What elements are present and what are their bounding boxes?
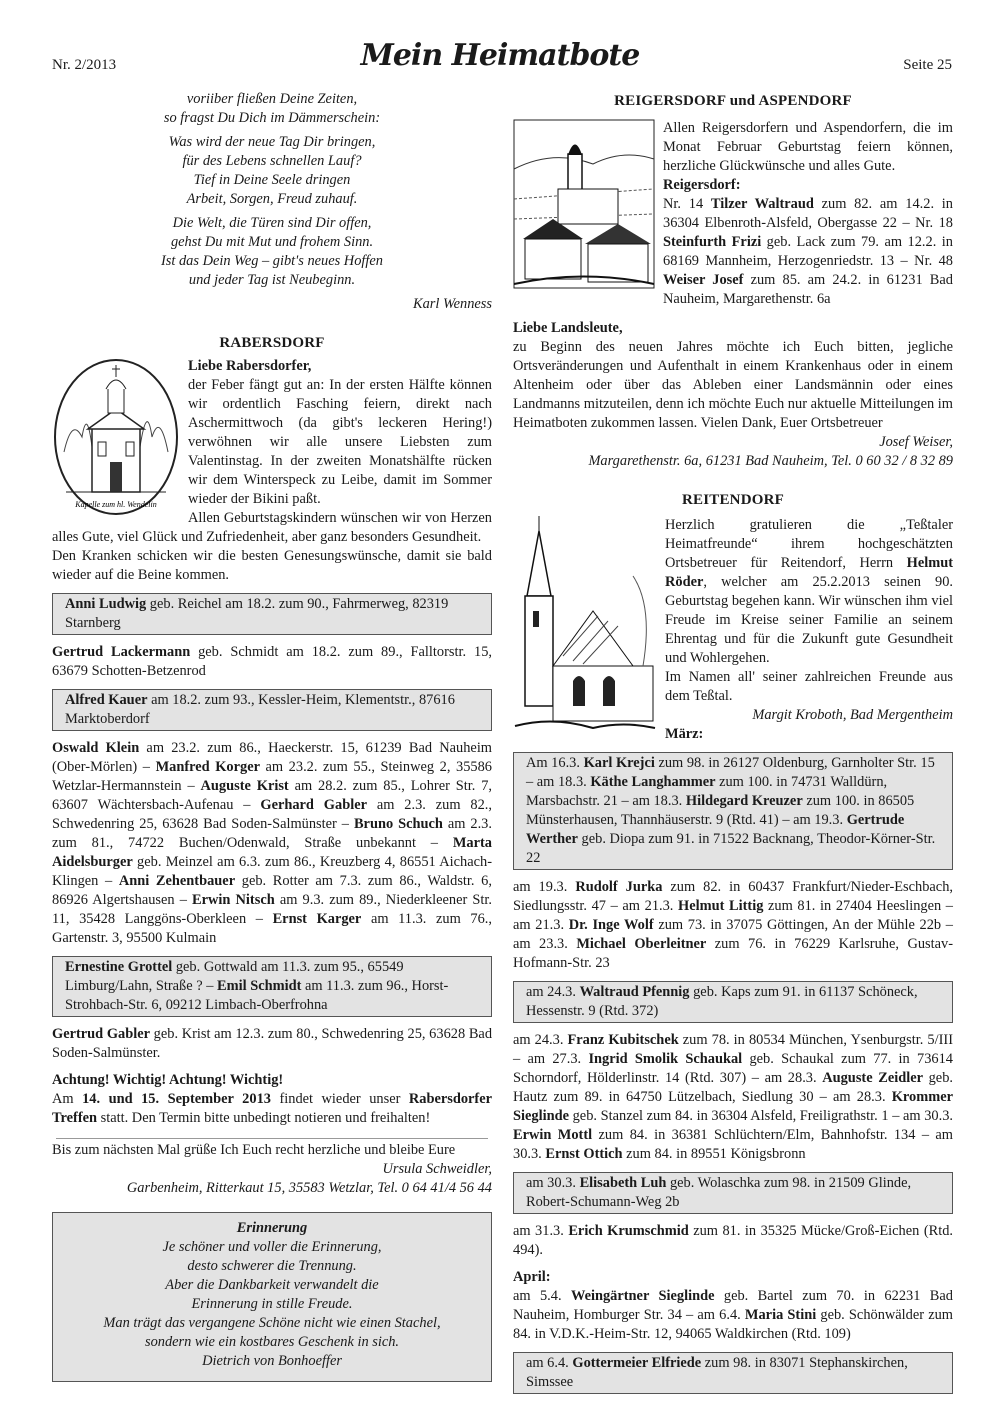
- entry-text: geb. Bartel zum 70. in 62231 Bad Nauheim, Homburger Str. 34 – am 6.4.: [513, 1288, 953, 1323]
- entry-text: am 2.3. zum 81., 74722 Buchen/Odenwald, Straße unbekannt –: [52, 816, 492, 851]
- month-heading: April:: [513, 1269, 551, 1285]
- entry-text: zum 78. in 80534 München, Ysenburgstr. 5/III – am 27.3.: [513, 1032, 954, 1067]
- entry-text: zum 84. in 36381 Schlüchtern/Elm, Bahnhofstr. 134 – am 30.3.: [513, 1127, 953, 1162]
- entry-text: geb. Wolaschka zum 98. in 21509 Glinde, Robert-Schumann-Weg 2b: [526, 1175, 912, 1210]
- entry-text: zum 73. in 37075 Göttingen, An der Mühle 22b – am 23.3.: [513, 917, 953, 952]
- entry-text: geb. Kaps zum 91. in 61137 Schöneck, Hessenstr. 9 (Rtd. 372): [526, 984, 918, 1019]
- person-name: Rudolf Jurka: [575, 879, 663, 895]
- person-name: Bruno Schuch: [353, 816, 443, 832]
- person-name: Ernst Ottich: [545, 1146, 623, 1162]
- person-name: Weingärtner Sieglinde: [571, 1288, 715, 1304]
- left-column: [52, 90, 492, 1382]
- entry-text: am 11.3. zum 96., Horst-Strohbach-Str. 6, 09212 Limbach-Oberfrohna: [65, 978, 449, 1013]
- entry-text: geb. Lack zum 79. am 12.2. in 68169 Mannheim, Herzogenriedstr. 13 – Nr. 48: [663, 234, 953, 269]
- poem-stanza: [52, 133, 492, 209]
- entry-text: geb. Meinzel am 6.3. zum 86., Kreuzberg 4, 86551 Aichach-Klingen –: [52, 854, 492, 889]
- letter-signature-name: Josef Weiser,: [879, 434, 953, 450]
- entry-text: geb. Schmidt am 18.2. zum 89., Falltorstr. 15, 63679 Schotten-Betzenrod: [52, 644, 492, 679]
- entry-text: am 11.3. zum 76., Gartenstr. 3, 95500 Kulmain: [52, 911, 492, 946]
- entry-text: am 24.3.: [526, 984, 580, 1000]
- poem-stanza: [52, 90, 492, 128]
- birthday-entry: [52, 1025, 492, 1063]
- person-name: Gertrude Werther: [526, 812, 905, 847]
- entry-text: am 24.3.: [513, 1032, 568, 1048]
- closing-address: Garbenheim, Ritterkaut 15, 35583 Wetzlar, Tel. 0 64 41/4 56 44: [126, 1180, 492, 1196]
- entry-text: geb. Gottwald am 11.3. zum 95., 65549 Limburg/Lahn, Straße ? –: [65, 959, 404, 994]
- entry-text: zum 98. in 26127 Oldenburg, Garnholter Str. 15 – am 18.3.: [526, 755, 935, 790]
- person-name: Elisabeth Luh: [579, 1175, 667, 1191]
- person-name: Emil Schmidt: [217, 978, 302, 994]
- person-name: Gertrud Lackermann: [52, 644, 191, 660]
- person-name: Oswald Klein: [52, 740, 140, 756]
- memorial-box: [52, 1212, 492, 1382]
- person-name: Erwin Nitsch: [192, 892, 275, 908]
- highlighted-birthday-entry: [52, 593, 492, 635]
- poem-author: Karl Wenness: [412, 296, 492, 312]
- memorial-lines: [63, 1238, 481, 1352]
- memorial-title: Erinnerung: [236, 1220, 308, 1236]
- entry-text: zum 100. in 74731 Walldürn, Marsbachstr. 21 – am 18.3.: [526, 774, 888, 809]
- entry-text: am 18.2. zum 93., Kessler-Heim, Klementstr., 87616 Marktoberdorf: [65, 692, 455, 727]
- closing-text: Bis zum nächsten Mal grüße Ich Euch recht herzliche und bleibe Eure: [52, 1142, 456, 1158]
- highlighted-birthday-entry: [52, 956, 492, 1017]
- memorial-line: desto schwerer die Trennung.: [187, 1258, 357, 1274]
- entry-text: geb. Krist am 12.3. zum 80., Schwedenring 25, 63628 Bad Soden-Salmünster.: [52, 1026, 493, 1061]
- person-name: Helmut Röder: [665, 555, 953, 590]
- entry-text: am 9.3. zum 89., Niederkleener Str. 11, 35428 Langgöns-Oberkleen –: [52, 892, 493, 927]
- entry-text: am 6.4.: [526, 1355, 573, 1371]
- poem-line: Tief in Deine Seele dringen: [193, 172, 351, 188]
- birthday-entry: [513, 878, 953, 973]
- person-name: Karl Krejci: [583, 755, 655, 771]
- rabersdorf-wishes: Allen Geburtstagskindern wünschen wir von Herzen alles Gute, viel Glück und Zufriedenheit, aber ganz besonders Gesundheit.: [52, 510, 492, 545]
- person-name: Gerhard Gabler: [260, 797, 367, 813]
- entry-text: zum 82. in 60437 Frankfurt/Nieder-Eschbach, Siedlungsstr. 47 – am 21.3.: [513, 879, 953, 914]
- birthday-entry: [52, 739, 492, 948]
- entry-text: geb. Diopa zum 91. in 71522 Backnang, Theodor-Körner-Str. 22: [526, 831, 936, 866]
- person-name: Krommer Sieglinde: [513, 1089, 953, 1124]
- memorial-line: Aber die Dankbarkeit verwandelt die: [165, 1277, 379, 1293]
- entry-text: am 30.3.: [526, 1175, 580, 1191]
- poem-line: und jeder Tag ist Neubeginn.: [188, 272, 356, 288]
- entry-text: zum 84. in 89551 Königsbronn: [622, 1146, 806, 1162]
- highlighted-birthday-entry: [513, 1172, 953, 1214]
- person-name: Hildegard Kreuzer: [685, 793, 803, 809]
- entry-text: zum 81. in 35325 Mücke/Groß-Eichen (Rtd. 494).: [513, 1223, 953, 1258]
- person-name: Erwin Mottl: [513, 1127, 593, 1143]
- church-illustration: [513, 516, 657, 742]
- entry-text: zum 98. in 83071 Stephanskirchen, Simssee: [526, 1355, 908, 1390]
- entry-text: geb. Hautz zum 89. in 64750 Lützelbach, Siedlung 30 – am 28.3.: [513, 1070, 953, 1105]
- birthday-entry: [513, 1031, 953, 1164]
- greeting: Liebe Rabersdorfer,: [188, 358, 312, 374]
- person-name: 14. und 15. September 2013: [82, 1091, 271, 1107]
- entry-text: zum 82. am 14.2. in 36304 Elbenroth-Alsfeld, Obergasse 22 – Nr. 18: [663, 196, 954, 231]
- rabersdorf-sick-wishes: Den Kranken schicken wir die besten Genesungswünsche, damit sie bald wieder auf die Beine kommen.: [52, 548, 492, 583]
- reitendorf-text-2: Im Namen all' seiner zahlreichen Freunde aus dem Teßtal.: [665, 669, 953, 704]
- person-name: Manfred Korger: [155, 759, 260, 775]
- entry-text: Nr. 14: [663, 196, 711, 212]
- poem-line: gehst Du mit Mut und frohem Sinn.: [170, 234, 374, 250]
- poem-line: Ist das Dein Weg – gibt's neues Hoffen: [161, 253, 383, 269]
- entry-text: Herzlich gratulieren die „Teßtaler Heimatfreunde“ ihrem hochgeschätzten Ortsbetreuer für Reitendorf, Herrn: [665, 517, 953, 571]
- person-name: Anni Zehentbauer: [118, 873, 236, 889]
- rabersdorf-text: der Feber fängt gut an: In der ersten Hälfte können wir ordentlich Fasching feiern, direkt nach Aschermittwoch (da gibt's leckeren Hering!) verwöhnen wir alle unsere Liebsten zum Valentinstag. In der zweiten Monatshälfte rücken wir dem Winterspeck zu Leibe, damit im Sommer wieder der Bikini paßt.: [188, 377, 492, 507]
- landsleute-greeting: Liebe Landsleute,: [513, 320, 623, 336]
- person-name: Rabersdorfer Treffen: [52, 1091, 492, 1126]
- entry-text: geb. Reichel am 18.2. zum 90., Fahrmerweg, 82319 Starnberg: [65, 596, 449, 631]
- person-name: Auguste Zeidler: [822, 1070, 923, 1086]
- person-name: Erich Krumschmid: [568, 1223, 689, 1239]
- poem-line: Was wird der neue Tag Dir bringen,: [168, 134, 376, 150]
- closing-name: Ursula Schweidler,: [382, 1161, 492, 1177]
- masthead-logo: Mein Heimatbote: [360, 38, 640, 73]
- entry-text: statt. Den Termin bitte unbedingt notieren und freihalten!: [97, 1110, 431, 1126]
- person-name: Weiser Josef: [663, 272, 744, 288]
- page-number: Seite 25: [903, 57, 952, 73]
- entry-text: geb. Schaukal zum 77. in 73614 Schorndorf, Hölderlinstr. 14 (Rtd. 307) – am 28.3.: [513, 1051, 953, 1086]
- person-name: Käthe Langhammer: [590, 774, 716, 790]
- person-name: Alfred Kauer: [65, 692, 148, 708]
- entry-text: geb. Schönwälder zum 84. in V.D.K.-Heim-Str. 12, 94065 Waldkirchen (Rtd. 109): [513, 1307, 953, 1342]
- entry-text: findet wieder unser: [270, 1091, 409, 1107]
- person-name: Waltraud Pfennig: [579, 984, 690, 1000]
- person-name: Franz Kubitschek: [567, 1032, 679, 1048]
- birthday-list-right: [513, 752, 953, 1394]
- birthday-entry: [52, 643, 492, 681]
- entry-text: am 23.2. zum 55., Steinweg 2, 35586 Wetzlar-Hermannstein –: [52, 759, 492, 794]
- person-name: Ernestine Grottel: [65, 959, 173, 975]
- entry-text: Am 16.3.: [526, 755, 584, 771]
- entry-text: am 28.2. zum 85., Lohrer Str. 7, 63607 Wächtersbach-Aufenau –: [52, 778, 492, 813]
- memorial-line: Je schöner und voller die Erinnerung,: [162, 1239, 382, 1255]
- right-column: [513, 90, 953, 1402]
- person-name: Helmut Littig: [678, 898, 764, 914]
- chapel-illustration: [52, 357, 180, 523]
- highlighted-birthday-entry: [513, 1352, 953, 1394]
- memorial-author: Dietrich von Bonhoeffer: [202, 1353, 342, 1369]
- birthday-list: [52, 593, 492, 1063]
- entry-text: zum 76. in 76229 Karlsruhe, Gustav-Hofmann-Str. 23: [513, 936, 954, 971]
- section-title-reigersdorf: REIGERSDORF und ASPENDORF: [614, 93, 852, 109]
- highlighted-birthday-entry: [513, 981, 953, 1023]
- entry-text: am 31.3.: [513, 1223, 569, 1239]
- chapel-caption: Kapelle zum hl. Wendelin: [75, 500, 157, 509]
- person-name: Auguste Krist: [200, 778, 289, 794]
- birthday-entry: [513, 1287, 953, 1344]
- birthday-entry: [513, 1222, 953, 1260]
- person-name: Dr. Inge Wolf: [568, 917, 654, 933]
- entry-text: , welcher am 25.2.2013 seinen 90. Geburtstag begehen kann. Wir wünschen ihm viel Freude im Kreise seiner Familie an seinem Ehrentag und für die Zukunft gute Gesundheit und Wohlergehen.: [665, 574, 953, 666]
- person-name: Tilzer Waltraud: [710, 196, 814, 212]
- month-heading-march: März:: [665, 726, 704, 742]
- person-name: Michael Oberleitner: [576, 936, 707, 952]
- person-name: Marta Aidelsburger: [52, 835, 492, 870]
- entry-text: am 23.2. zum 86., Haeckerstr. 15, 61239 Bad Nauheim (Ober-Mörlen) –: [52, 740, 493, 775]
- person-name: Gottermeier Elfriede: [572, 1355, 702, 1371]
- reigersdorf-intro: Allen Reigersdorfern und Aspendorfern, die im Monat Februar Geburtstag feiern können, herzliche Glückwünsche und alles Gute.: [663, 120, 953, 174]
- entry-text: am 5.4.: [513, 1288, 571, 1304]
- issue-number: Nr. 2/2013: [52, 57, 117, 73]
- entry-text: zum 81. in 27404 Heeslingen – am 21.3.: [513, 898, 953, 933]
- entry-text: Am: [52, 1091, 83, 1107]
- memorial-line: sondern wie ein kostbares Geschenk in sich.: [144, 1334, 400, 1350]
- letter-signature-address: Margarethenstr. 6a, 61231 Bad Nauheim, Tel. 0 60 32 / 8 32 89: [588, 453, 953, 469]
- highlighted-birthday-entry: [52, 689, 492, 731]
- memorial-line: Man trägt das vergangene Schöne nicht wie einen Stachel,: [103, 1315, 441, 1331]
- entry-text: zum 100. in 86505 Münsterhausen, Thannhäuserstr. 9 (Rtd. 41) – am 19.3.: [526, 793, 915, 828]
- poem-line: so fragst Du Dich im Dämmerschein:: [163, 110, 381, 126]
- entry-text: geb. Rotter am 7.3. zum 86., Waldstr. 6, 86926 Algertshausen –: [52, 873, 492, 908]
- person-name: Gertrud Gabler: [52, 1026, 150, 1042]
- poem-line: voriiber fließen Deine Zeiten,: [186, 91, 358, 107]
- notice-text: [52, 1090, 492, 1128]
- poem-stanza: [52, 214, 492, 290]
- person-name: Ernst Karger: [272, 911, 362, 927]
- notice-title: Achtung! Wichtig! Achtung! Wichtig!: [52, 1072, 284, 1088]
- person-name: Maria Stini: [744, 1307, 817, 1323]
- highlighted-birthday-entry: [513, 752, 953, 870]
- poem-line: für des Lebens schnellen Lauf?: [182, 153, 362, 169]
- person-name: Ingrid Smolik Schaukal: [588, 1051, 743, 1067]
- person-name: Steinfurth Frizi: [663, 234, 762, 250]
- entry-text: am 19.3.: [513, 879, 576, 895]
- reigersdorf-subtitle: Reigersdorf:: [663, 177, 741, 193]
- memorial-line: Erinnerung in stille Freude.: [191, 1296, 353, 1312]
- entry-text: am 2.3. zum 82., Schwedenring 25, 63628 Bad Soden-Salmünster –: [52, 797, 493, 832]
- reitendorf-signature: Margit Kroboth, Bad Mergentheim: [752, 707, 953, 723]
- poem-line: Arbeit, Sorgen, Freud zuhauf.: [186, 191, 358, 207]
- landsleute-letter: zu Beginn des neuen Jahres möchte ich Euch bitten, jegliche Ortsveränderungen und Aufenthalt in einem Krankenhaus oder in einem Altenheim oder über das Ableben einer Landsmännin oder eines Landmanns mitzuteilen, denn ich möchte Euch nur aktuelle Mitteilungen im Heimatboten zukommen lassen. Vielen Dank, Euer Ortsbetreuer: [513, 339, 953, 431]
- village-illustration: [513, 119, 655, 295]
- poem-line: Die Welt, die Türen sind Dir offen,: [172, 215, 372, 231]
- entry-text: zum 85. am 24.2. in 61231 Bad Nauheim, Margarethenstr. 6a: [663, 272, 953, 307]
- person-name: Anni Ludwig: [65, 596, 147, 612]
- section-title-rabersdorf: RABERSDORF: [219, 335, 325, 351]
- section-title-reitendorf: REITENDORF: [681, 492, 784, 508]
- poem: [52, 90, 492, 290]
- entry-text: geb. Stanzel zum 84. in 36304 Alsfeld, Freiligrathstr. 1 – am 30.3.: [568, 1108, 953, 1124]
- divider: [56, 1138, 487, 1139]
